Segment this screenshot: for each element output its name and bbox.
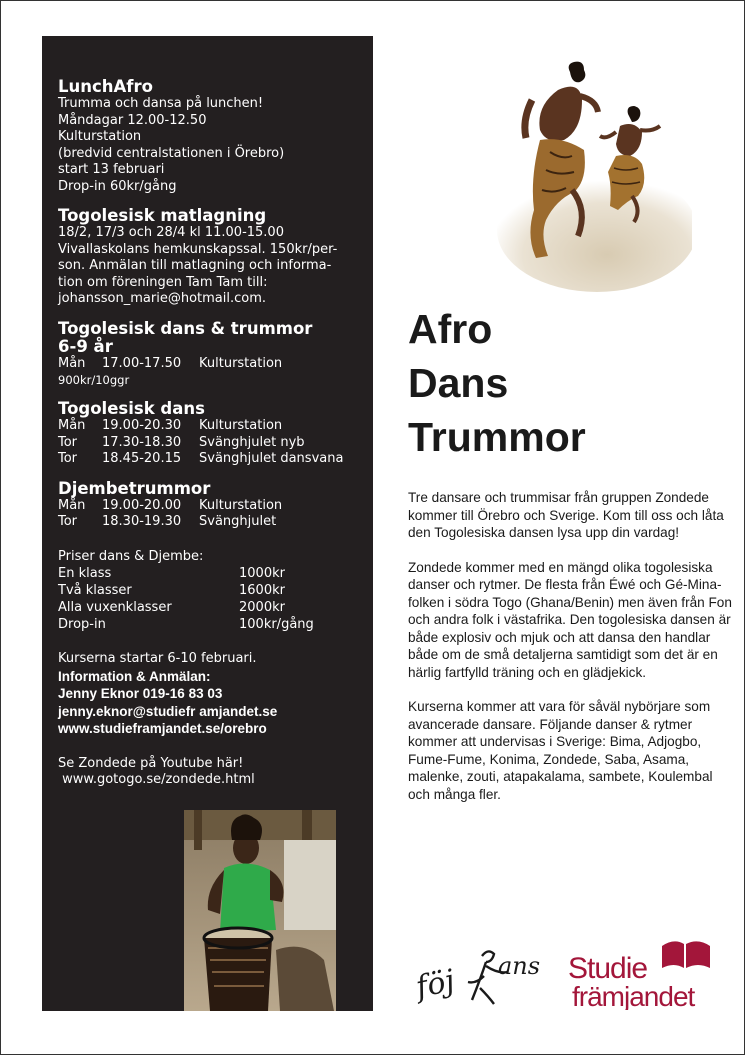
schedule-time: 18.30-19.30 [102,514,182,529]
dans-logo-text: ans [498,952,541,980]
price-value: 1000kr [239,566,285,581]
youtube-link[interactable]: www.gotogo.se/zondede.html [58,772,255,787]
contact-web[interactable]: www.studieframjandet.se/orebro [58,721,267,736]
schedule-time: 19.00-20.00 [102,497,182,513]
schedule-row [58,435,363,452]
schedule-row [58,514,363,531]
headline-line: Dans [408,360,509,406]
info-heading: Information & Anmälan: [58,668,211,684]
schedule-row [58,356,363,373]
lunchafro-line: start 13 februari [58,162,165,177]
price-label: Två klasser [58,583,132,598]
matlagning-title: Togolesisk matlagning [58,206,267,225]
kids-price: 900kr/10ggr [58,373,130,387]
price-label: Alla vuxenklasser [58,600,172,615]
drummer-photo [184,810,336,1011]
framjandet-text: främjandet [572,981,695,1010]
schedule-day: Mån [58,497,86,513]
schedule-day: Tor [58,451,78,466]
matlagning-line: 18/2, 17/3 och 28/4 kl 11.00-15.00 [58,225,284,240]
price-value: 1600kr [239,583,285,598]
schedule-row [58,418,363,435]
headline [408,302,586,464]
body-paragraph: Zondede kommer med en mängd olika togolesiska danser och rytmer. De flesta från Éwé och Gé-Mina-folken i södra Togo (Ghana/Benin) men även från Fon och andra folk i västafrika. Den togolesiska dansen är både explosiv och mjuk och att dansa den handlar både om de små detaljerna samtidigt som det är en härlig fartfylld träning och en glädjekick. [408,559,732,680]
kids-section [58,320,363,389]
foj-logo-text: föj [414,963,458,1006]
schedule-day: Mån [58,418,86,433]
schedule-row [58,498,363,515]
schedule-row [58,451,363,468]
schedule-place: Kulturstation [199,355,283,371]
lunchafro-title: LunchAfro [58,77,153,96]
matlagning-line: Vivallaskolans hemkunskapssal. 150kr/per- [58,241,338,257]
lunchafro-line: Trumma och dansa på lunchen! [58,96,264,111]
price-row [58,565,363,582]
price-value: 100kr/gång [239,617,314,632]
lunchafro-line: Kulturstation [58,129,142,144]
dancers-photo [492,60,692,296]
price-row [58,582,363,599]
price-label: Drop-in [58,617,106,632]
price-row [58,599,363,616]
matlagning-section [58,207,363,308]
price-value: 2000kr [239,600,285,615]
schedule-place: Svänghjulet [199,514,277,529]
schedule-place: Kulturstation [199,418,283,433]
foj-dans-logo [414,944,550,1010]
course-start: Kurserna startar 6-10 februari. [58,651,257,666]
schedule-time: 18.45-20.15 [102,451,182,466]
kids-age: 6-9 år [58,336,113,356]
schedule-day: Mån [58,355,86,371]
lunchafro-section [58,78,363,195]
schedule-time: 17.30-18.30 [102,434,182,450]
lunchafro-line: Måndagar 12.00-12.50 [58,112,207,128]
matlagning-line: tion om föreningen Tam Tam till: [58,274,268,290]
matlagning-line: son. Anmälan till matlagning och informa- [58,258,332,273]
djembe-section [58,480,363,531]
info-section [58,651,363,738]
contact-email[interactable]: jenny.eknor@studiefr amjandet.se [58,703,278,719]
headline-line: Afro [408,306,493,352]
contact-phone[interactable]: Jenny Eknor 019-16 83 03 [58,686,223,701]
lunchafro-line: Drop-in 60kr/gång [58,178,177,194]
schedule-time: 19.00-20.30 [102,418,182,433]
headline-line: Trummor [408,414,586,460]
prices-section [58,549,363,634]
kids-title: Togolesisk dans & trummor [58,318,313,338]
schedule-day: Tor [58,514,78,529]
youtube-line: Se Zondede på Youtube här! [58,755,244,771]
prices-heading: Priser dans & Djembe: [58,548,204,564]
djembe-title: Djembetrummor [58,478,211,498]
schedule-time: 17.00-17.50 [102,355,182,371]
lunchafro-line: (bredvid centralstationen i Örebro) [58,145,285,161]
youtube-section [58,756,363,789]
studieframjandet-logo [566,938,716,1010]
body-paragraph: Tre dansare och trummisar från gruppen Zondede kommer till Örebro och Sverige. Kom till oss och låta den Togolesiska dansen lysa upp din vardag! [408,490,724,540]
dans-title: Togolesisk dans [58,399,205,418]
schedule-day: Tor [58,434,78,450]
matlagning-line[interactable]: johansson_marie@hotmail.com. [58,291,267,306]
schedule-place: Svänghjulet nyb [199,434,305,450]
studie-text: Studie [568,952,648,985]
body-text [408,489,733,820]
schedule-place: Kulturstation [199,497,283,513]
schedule-place: Svänghjulet dansvana [199,451,344,466]
price-label: En klass [58,566,112,581]
body-paragraph: Kurserna kommer att vara för såväl nybörjare som avancerade dansare. Följande danser & rytmer kommer att undervisas i Sverige: Bima, Adjogbo, Fume-Fume, Konima, Zondede, Saba, Asama, malenke, zouti, atapakalama, sambete, Koulembal och många fler. [408,699,713,802]
price-row [58,616,363,633]
dans-section [58,400,363,468]
